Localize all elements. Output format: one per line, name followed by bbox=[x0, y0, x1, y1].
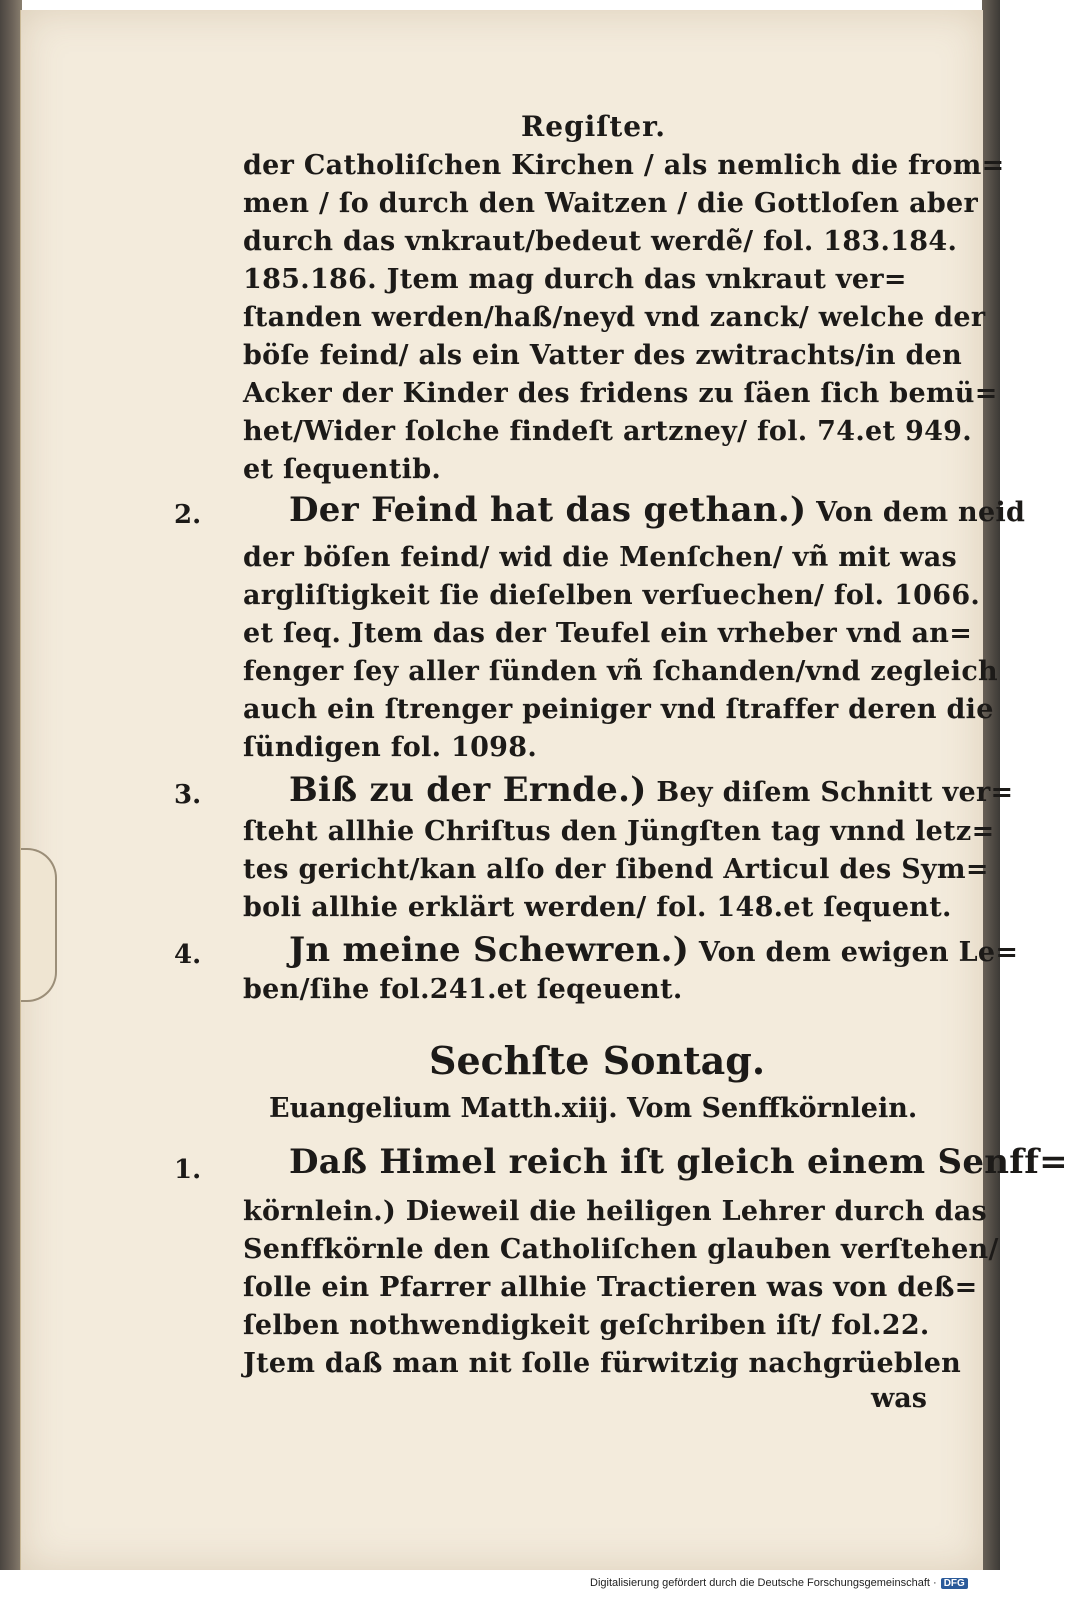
text-line: ſelben nothwendigkeit geſchriben iſt/ fol.22. bbox=[243, 1310, 930, 1341]
text-line: böſe feind/ als ein Vatter des zwitrachts/in den bbox=[243, 340, 963, 371]
text-line: ſtanden werden/haß/neyd vnd zanck/ welche der bbox=[243, 302, 986, 333]
text-line: der Catholiſchen Kirchen / als nemlich die from= bbox=[243, 150, 1005, 181]
text-line: der böſen feind/ wid die Menſchen/ vñ mit was bbox=[243, 542, 958, 573]
text-line: ben/ſihe fol.241.et ſeqeuent. bbox=[243, 974, 683, 1005]
running-head: Regiſter. bbox=[521, 110, 667, 143]
entry-number: 1. bbox=[174, 1155, 202, 1185]
text-line: ſolle ein Pfarrer allhie Tractieren was von deß= bbox=[243, 1272, 978, 1303]
section-subtitle: Euangelium Matth.xiij. Vom Senffkörnlein. bbox=[269, 1093, 918, 1124]
text-line: men / ſo durch den Waitzen / die Gottloſen aber bbox=[243, 188, 979, 219]
entry-first-rest: Bey diſem Schnitt ver= bbox=[656, 777, 1014, 808]
text-line: auch ein ſtrenger peiniger vnd ſtraffer deren die bbox=[243, 694, 994, 725]
text-line: durch das vnkraut/bedeut werdẽ/ fol. 183.184. bbox=[243, 226, 958, 257]
text-line: Acker der Kinder des fridens zu ſäen ſich bemü= bbox=[243, 378, 998, 409]
entry-first-line bbox=[289, 490, 1025, 530]
text-line: 185.186. Jtem mag durch das vnkraut ver= bbox=[243, 264, 907, 295]
entry-number: 3. bbox=[174, 780, 202, 810]
dfg-logo: DFG bbox=[941, 1578, 968, 1589]
text-line: boli allhie erklärt werden/ fol. 148.et ſequent. bbox=[243, 892, 952, 923]
entry-first-rest: Von dem neid bbox=[816, 497, 1026, 528]
entry-first-line bbox=[289, 1142, 1068, 1182]
entry-first-line bbox=[289, 930, 1018, 970]
text-line: fenger ſey aller ſünden vñ ſchanden/vnd zegleich bbox=[243, 656, 998, 687]
entry-first-line bbox=[289, 770, 1013, 810]
entry-lemma: Biß zu der Ernde.) bbox=[289, 770, 647, 810]
entry-number: 2. bbox=[174, 500, 202, 530]
text-line: argliſtigkeit ſie dieſelben verſuechen/ fol. 1066. bbox=[243, 580, 981, 611]
entry-number: 4. bbox=[174, 940, 202, 970]
entry-lemma: Der Feind hat das gethan.) bbox=[289, 490, 807, 530]
digitization-credit bbox=[590, 1577, 968, 1589]
text-line: tes gericht/kan alſo der ſibend Articul des Sym= bbox=[243, 854, 989, 885]
credit-text: Digitalisierung gefördert durch die Deutsche Forschungsgemeinschaft · bbox=[590, 1577, 937, 1589]
entry-first-rest: Von dem ewigen Le= bbox=[698, 937, 1019, 968]
text-line: ſündigen fol. 1098. bbox=[243, 732, 538, 763]
text-line: körnlein.) Dieweil die heiligen Lehrer durch das bbox=[243, 1196, 988, 1227]
text-line: ſteht allhie Chriſtus den Jüngſten tag vnnd letz= bbox=[243, 816, 995, 847]
section-title: Sechſte Sontag. bbox=[429, 1038, 766, 1083]
entry-lemma: Daß Himel reich iſt gleich einem Senff= bbox=[289, 1142, 1068, 1182]
book-page bbox=[20, 10, 1068, 1570]
book-edge-left bbox=[0, 0, 22, 1603]
text-line: het/Wider ſolche findeſt artzney/ fol. 74.et 949. bbox=[243, 416, 972, 447]
page-tab-mark bbox=[21, 848, 57, 1002]
catchword: was bbox=[871, 1383, 927, 1414]
text-line: Senffkörnle den Catholiſchen glauben verſtehen/ bbox=[243, 1234, 999, 1265]
text-line: et ſeq. Jtem das der Teufel ein vrheber vnd an= bbox=[243, 618, 973, 649]
entry-lemma: Jn meine Schewren.) bbox=[289, 930, 690, 970]
text-line: et ſequentib. bbox=[243, 454, 442, 485]
text-line: Jtem daß man nit ſolle fürwitzig nachgrüeblen bbox=[243, 1348, 962, 1379]
